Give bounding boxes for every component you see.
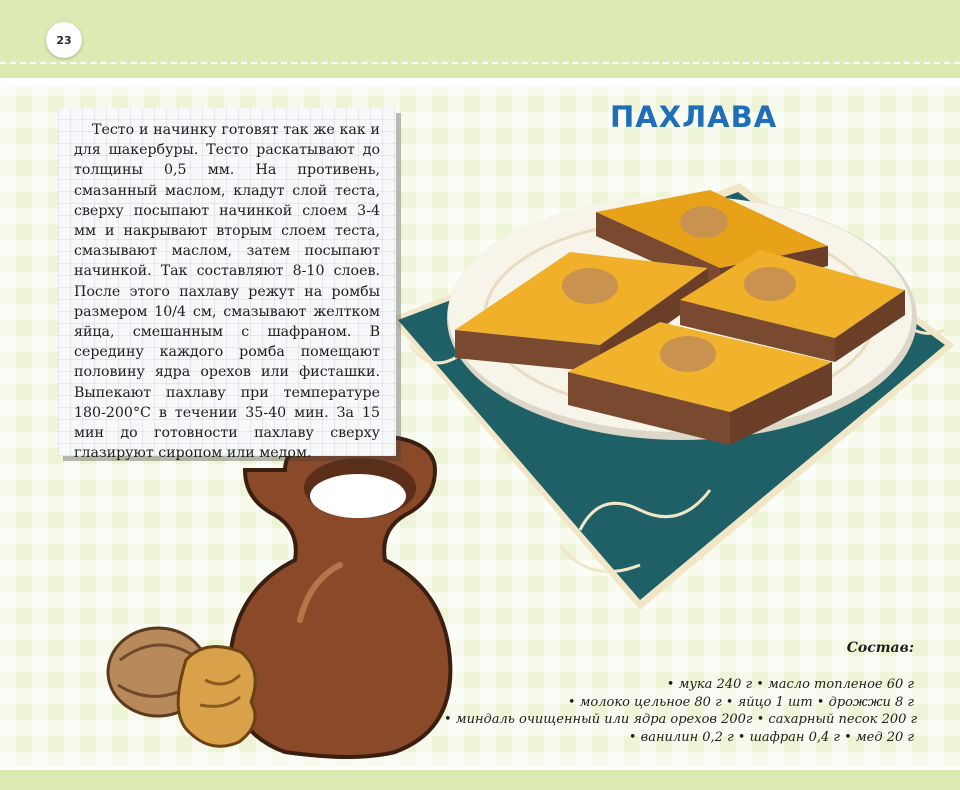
ingredient-line: • молоко цельное 80 г • яйцо 1 шт • дрожжи 8 г	[567, 694, 914, 710]
recipe-text-card	[58, 108, 396, 462]
ingredients-block	[444, 640, 918, 746]
milk-jug-illustration	[230, 435, 451, 757]
recipe-instructions: Тесто и начинку готовят так же как и для шакербуры. Тесто раскатывают до толщины 0,5 мм. На противень, смазанный маслом, кладут слой теста, сверху посыпают начинкой слоем 3-4 мм и накрывают вторым слоем теста, смазывают маслом, затем посыпают начинкой. Так составляют 8-10 слоев. После этого пахлаву режут на ромбы размером 10/4 см, смазывают желтком яйца, смешанным с шафраном. В середину каждого ромба помещают половину ядра орехов или фисташки. Выпекают пахлаву при температуре 180-200°С в течении 35-40 мин. За 15 мин до готовности пахлаву сверху глазируют сиропом или медом.	[74, 122, 380, 462]
page-number: 23	[56, 33, 72, 47]
ingredient-line: • мука 240 г • масло топленое 60 г	[666, 677, 914, 692]
ingredient-line: • миндаль очищенный или ядра орехов 200г • сахарный песок 200 г	[444, 712, 918, 727]
ingredients-heading: Состав:	[846, 640, 914, 656]
page-title: ПАХЛАВА	[610, 100, 778, 134]
ingredient-line: • ванилин 0,2 г • шафран 0,4 г • мед 20 г	[628, 729, 914, 745]
